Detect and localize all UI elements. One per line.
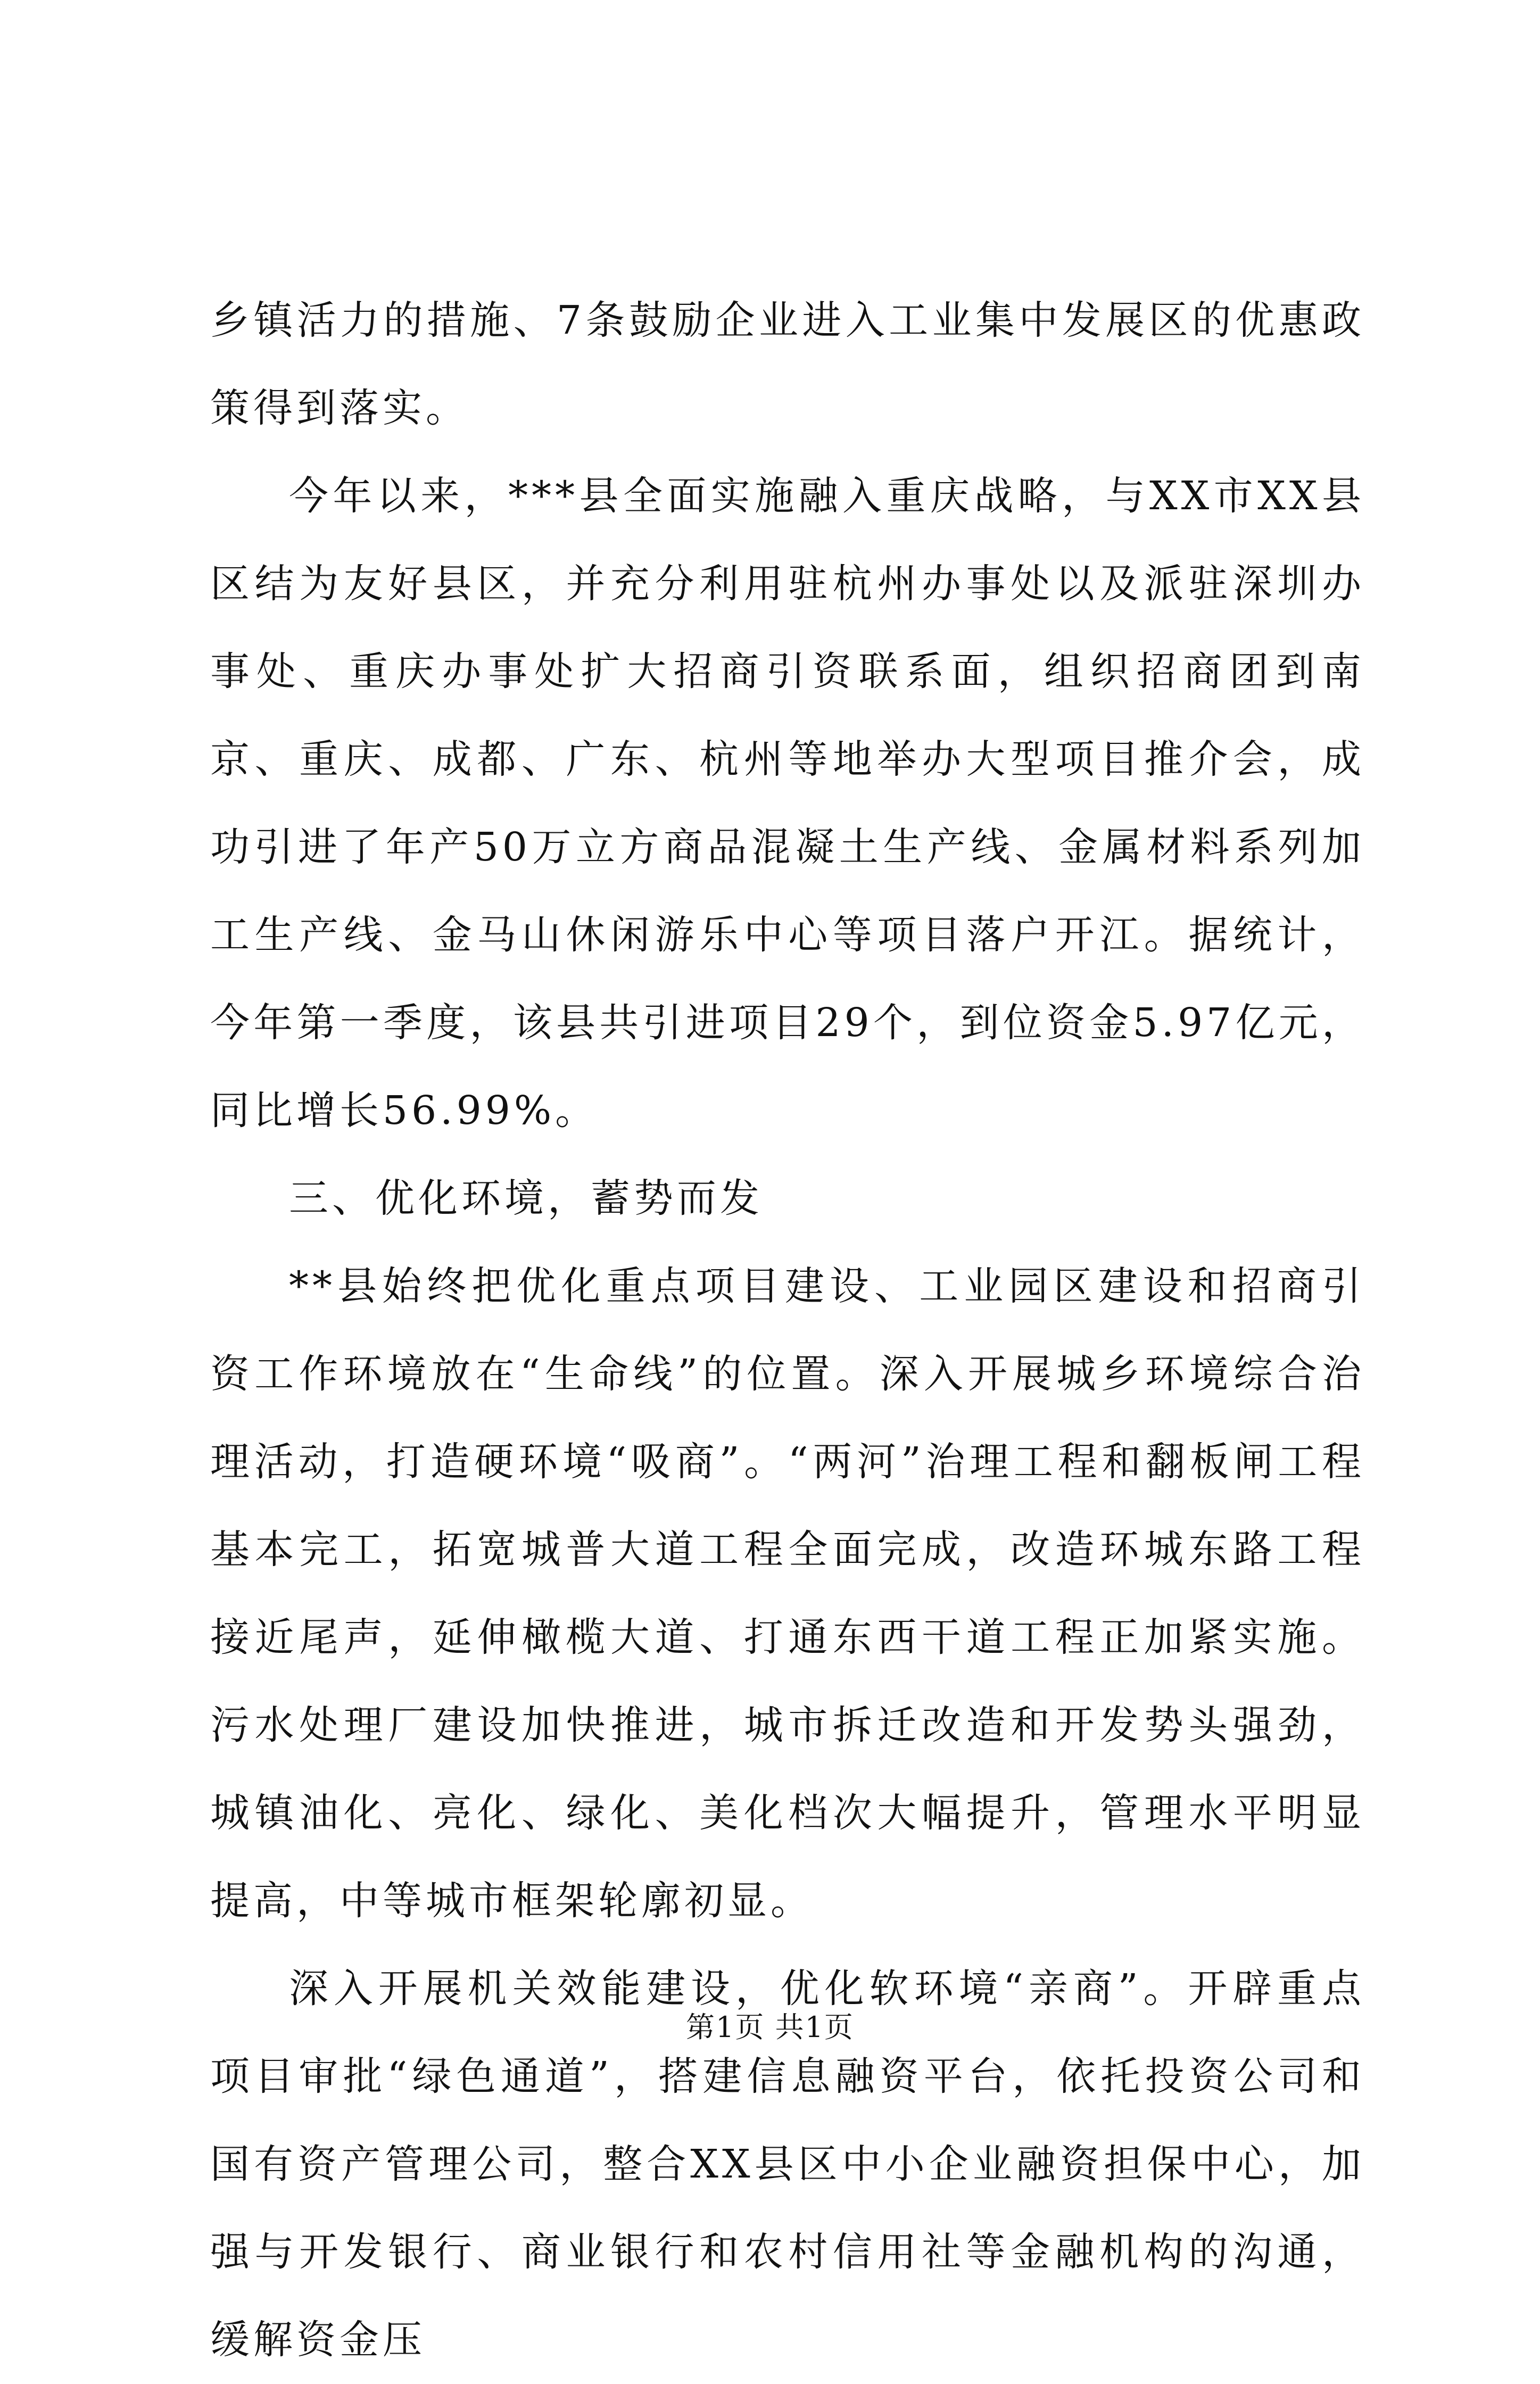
paragraph-continuation: 乡镇活力的措施、7条鼓励企业进入工业集中发展区的优惠政策得到落实。 bbox=[210, 297, 1365, 431]
document-body bbox=[210, 277, 1365, 2384]
page-footer: 第1页 共1页 bbox=[686, 2010, 854, 2044]
paragraph-investment: 今年以来，***县全面实施融入重庆战略，与XX市XX县区结为友好县区，并充分利用驻杭州办事处以及派驻深圳办事处、重庆办事处扩大招商引资联系面，组织招商团到南京、重庆、成都、广东、杭州等地举办大型项目推介会，成功引进了年产50万立方商品混凝土生产线、金属材料系列加工生产线、金马山休闲游乐中心等项目落户开江。据统计，今年第一季度，该县共引进项目29个，到位资金5.97亿元，同比增长56.99%。 bbox=[210, 473, 1365, 1133]
section-heading: 三、优化环境，蓄势而发 bbox=[289, 1176, 763, 1221]
paragraph-environment: **县始终把优化重点项目建设、工业园区建设和招商引资工作环境放在“生命线”的位置。深入开展城乡环境综合治理活动，打造硬环境“吸商”。“两河”治理工程和翻板闸工程基本完工，拓宽城普大道工程全面完成，改造环城东路工程接近尾声，延伸橄榄大道、打通东西干道工程正加紧实施。污水处理厂建设加快推进，城市拆迁改造和开发势头强劲，城镇油化、亮化、绿化、美化档次大幅提升，管理水平明显提高，中等城市框架轮廓初显。 bbox=[210, 1263, 1365, 1924]
paragraph-efficiency: 深入开展机关效能建设，优化软环境“亲商”。开辟重点项目审批“绿色通道”，搭建信息融资平台，依托投资公司和国有资产管理公司，整合XX县区中小企业融资担保中心，加强与开发银行、商业银行和农村信用社等金融机构的沟通，缓解资金压 bbox=[210, 1966, 1365, 2363]
